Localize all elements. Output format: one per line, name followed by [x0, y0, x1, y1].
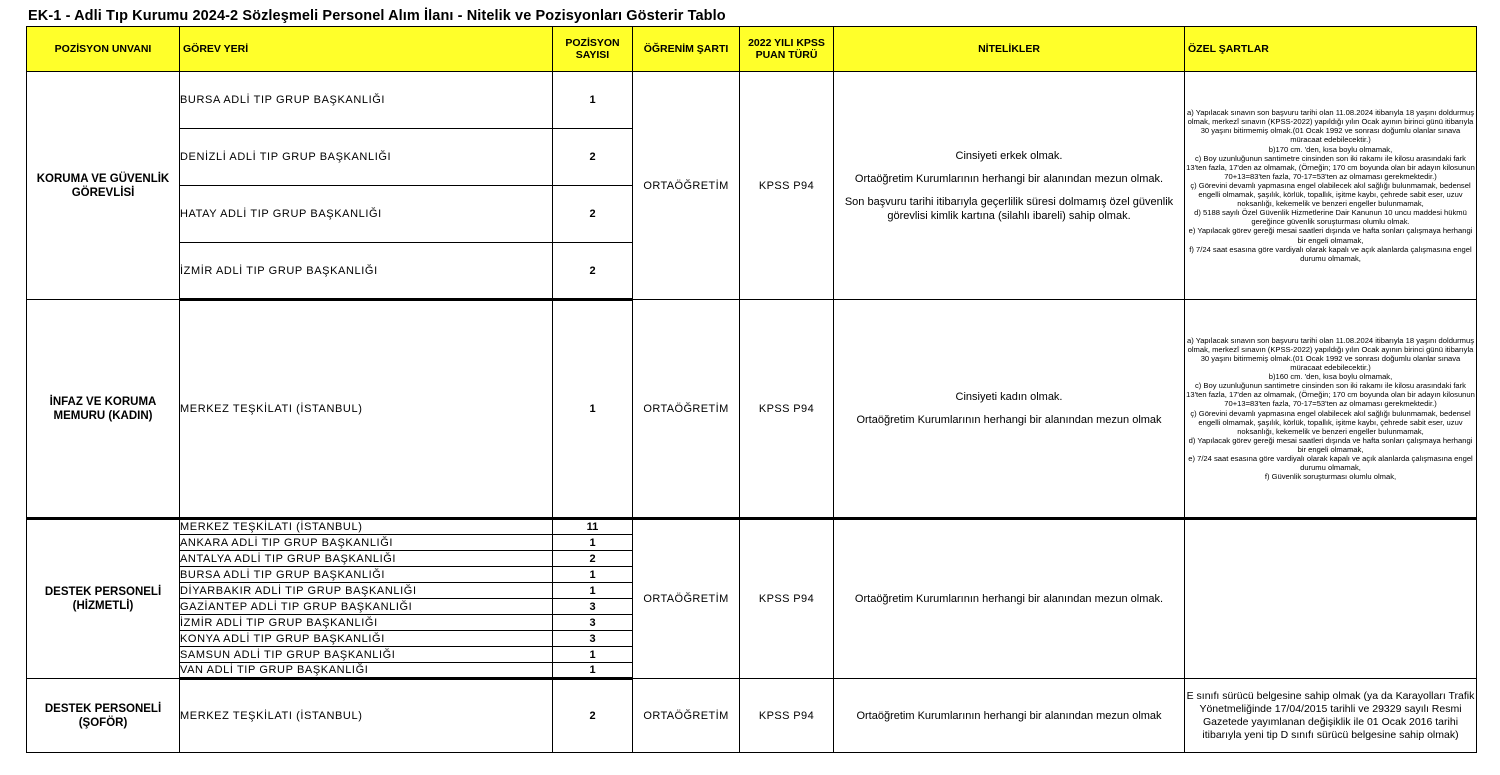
kpss-cell: KPSS P94 [740, 300, 834, 519]
location-cell: BURSA ADLİ TIP GRUP BAŞKANLIĞI [180, 567, 553, 583]
nitelik-line: Ortaöğretim Kurumlarının herhangi bir alanından mezun olmak [856, 709, 1162, 722]
location-cell: SAMSUN ADLİ TIP GRUP BAŞKANLIĞI [180, 647, 553, 663]
location-cell: ANTALYA ADLİ TIP GRUP BAŞKANLIĞI [180, 551, 553, 567]
location-cell: BURSA ADLİ TIP GRUP BAŞKANLIĞI [180, 72, 553, 129]
count-cell: 2 [553, 243, 633, 300]
position-title: DESTEK PERSONELİ (HİZMETLİ) [27, 519, 180, 679]
location-cell: VAN ADLİ TIP GRUP BAŞKANLIĞI [180, 663, 553, 679]
count-cell: 1 [553, 663, 633, 679]
location-cell: İZMİR ADLİ TIP GRUP BAŞKANLIĞI [180, 243, 553, 300]
header-ozel: ÖZEL ŞARTLAR [1185, 27, 1477, 72]
ogrenim-cell: ORTAÖĞRETİM [633, 300, 740, 519]
ozel-line: a) Yapılacak sınavın son başvuru tarihi olan 11.08.2024 itibarıyla 18 yaşını doldurmuş olmak, merkezî sınavın (KPSS-2022) yapıldığı yılın Ocak ayının birinci günü itibarıyla 30 yaşını bitirmemiş olmak.(01 Ocak 1992 ve sonrası doğumlu olanlar sınava müracaat edebilecektir.) [1186, 335, 1475, 373]
ogrenim-cell: ORTAÖĞRETİM [633, 679, 740, 753]
header-sayi: POZİSYON SAYISI [553, 27, 633, 72]
nitelik-line: Son başvuru tarihi itibarıyla geçerlilik süresi dolmamış özel güvenlik görevlisi kimlik kartına (silahlı ibareli) sahip olmak. [844, 195, 1174, 222]
ozel-line: ç) Görevini devamlı yapmasına engel olabilecek akıl sağlığı bulunmamak, bedensel engelli olmamak, şaşılık, körlük, topallık, işitme kaybı, çehrede sabit eser, uzuv noksanlığı, kekemelik ve benzeri engeller bulunmamak, [1190, 180, 1471, 209]
ozel-line: c) Boy uzunluğunun santimetre cinsinden son iki rakamı ile kilosu arasındaki fark 13'ten fazla, 17'den az olmamak, (Örneğin; 170 cm boyunda olan bir adayın kilosunun 70+13=83'ten fazla, 70-17=53'ten az olmaması gerekmektedir.) [1186, 153, 1475, 181]
nitelik-line: Ortaöğretim Kurumlarının herhangi bir alanından mezun olmak. [854, 593, 1164, 605]
nitelik-line: Cinsiyeti erkek olmak. [955, 149, 1063, 162]
ozel-line: a) Yapılacak sınavın son başvuru tarihi olan 11.08.2024 itibarıyla 18 yaşını doldurmuş olmak, merkezî sınavın (KPSS-2022) yapıldığı yılın Ocak ayının birinci günü itibarıyla 30 yaşını bitirmemiş olmak.(01 Ocak 1992 ve sonrası doğumlu olanlar sınava müracaat edebilecektir.) [1186, 108, 1475, 145]
count-cell: 1 [553, 647, 633, 663]
header-row [27, 27, 1477, 72]
nitelik-line: Cinsiyeti kadın olmak. [955, 391, 1063, 403]
ozel-line: d) 5188 sayılı Özel Güvenlik Hizmetlerine Dair Kanunun 10 uncu maddesi hükmü gereğince güvenlik soruşturması olumlu olmak. [1194, 208, 1467, 227]
count-cell: 3 [553, 615, 633, 631]
ozel-sartlar-cell: E sınıfı sürücü belgesine sahip olmak (ya da Karayolları Trafik Yönetmeliğinde 17/04/2015 tarihli ve 29329 sayılı Resmi Gazetede yayımlanan değişiklik ile 01 Ocak 2016 tarihi itibarıyla yeni tip D sınıfı sürücü belgesine sahip olmak) [1185, 679, 1477, 753]
ozel-line: c) Boy uzunluğunun santimetre cinsinden son iki rakamı ile kilosu arasındaki fark 13'ten fazla, 17'den az olmamak, (Örneğin; 170 cm boyunda olan bir adayın kilosunun 70+13=83'ten fazla, 70-17=53'ten az olmaması gerekmektedir.) [1186, 381, 1475, 409]
location-cell: ANKARA ADLİ TIP GRUP BAŞKANLIĞI [180, 535, 553, 551]
page-title: EK-1 - Adli Tıp Kurumu 2024-2 Sözleşmeli Personel Alım İlanı - Nitelik ve Pozisyonları Gösterir Tablo [28, 8, 726, 24]
header-ogrenim: ÖĞRENİM ŞARTI [633, 27, 740, 72]
ogrenim-cell: ORTAÖĞRETİM [633, 519, 740, 679]
count-cell: 3 [553, 599, 633, 615]
count-cell: 1 [553, 567, 633, 583]
table-row [27, 519, 1477, 535]
nitelik-line: Ortaöğretim Kurumlarının herhangi bir alanından mezun olmak [856, 414, 1162, 426]
ozel-line: e) Yapılacak görev gereği mesai saatleri dışında ve hafta sonları çalışmaya herhangi bir engeli olmamak, [1188, 226, 1473, 245]
kpss-cell: KPSS P94 [740, 519, 834, 679]
position-title: KORUMA VE GÜVENLİK GÖREVLİSİ [27, 72, 180, 300]
location-cell: GAZİANTEP ADLİ TIP GRUP BAŞKANLIĞI [180, 599, 553, 615]
ozel-line: b)160 cm. 'den, kısa boylu olmamak, [1268, 372, 1393, 382]
location-cell: MERKEZ TEŞKİLATI (İSTANBUL) [180, 300, 553, 519]
ozel-line: b)170 cm. 'den, kısa boylu olmamak, [1268, 144, 1393, 154]
count-cell: 11 [553, 519, 633, 535]
ogrenim-cell: ORTAÖĞRETİM [633, 72, 740, 300]
header-pozisyon: POZİSYON UNVANI [27, 27, 180, 72]
count-cell: 1 [553, 72, 633, 129]
header-nitelikler: NİTELİKLER [834, 27, 1185, 72]
table-row [27, 679, 1477, 753]
ozel-sartlar-cell [1185, 519, 1477, 679]
location-cell: MERKEZ TEŞKİLATI (İSTANBUL) [180, 679, 553, 753]
nitelikler-cell [834, 300, 1185, 519]
location-cell: İZMİR ADLİ TIP GRUP BAŞKANLIĞI [180, 615, 553, 631]
count-cell: 2 [553, 679, 633, 753]
ozel-line: f) Güvenlik soruşturması olumlu olmak, [1264, 472, 1397, 482]
position-title: İNFAZ VE KORUMA MEMURU (KADIN) [27, 300, 180, 519]
count-cell: 1 [553, 535, 633, 551]
table-row [27, 72, 1477, 129]
nitelik-line: Ortaöğretim Kurumlarının herhangi bir alanından mezun olmak. [854, 172, 1164, 185]
table-row [27, 300, 1477, 519]
ozel-line: ç) Görevini devamlı yapmasına engel olabilecek akıl sağlığı bulunmamak, bedensel engelli olmamak, şaşılık, körlük, topallık, işitme kaybı, çehrede sabit eser, uzuv noksanlığı, kekemelik ve benzeri engeller bulunmamak, [1190, 408, 1471, 436]
positions-table [26, 26, 1477, 753]
kpss-cell: KPSS P94 [740, 72, 834, 300]
location-cell: DENİZLİ ADLİ TIP GRUP BAŞKANLIĞI [180, 129, 553, 186]
count-cell: 3 [553, 631, 633, 647]
location-cell: DİYARBAKIR ADLİ TIP GRUP BAŞKANLIĞI [180, 583, 553, 599]
location-cell: MERKEZ TEŞKİLATI (İSTANBUL) [180, 519, 553, 535]
header-gorev-yeri: GÖREV YERİ [180, 27, 553, 72]
ozel-sartlar-cell [1185, 72, 1477, 300]
count-cell: 2 [553, 551, 633, 567]
table-body [27, 72, 1477, 753]
header-kpss: 2022 YILI KPSS PUAN TÜRÜ [740, 27, 834, 72]
location-cell: HATAY ADLİ TIP GRUP BAŞKANLIĞI [180, 186, 553, 243]
ozel-line: d) Yapılacak görev gereği mesai saatleri dışında ve hafta sonları çalışmaya herhangi bir engeli olmamak, [1188, 435, 1473, 454]
kpss-cell: KPSS P94 [740, 679, 834, 753]
ozel-sartlar-cell [1185, 300, 1477, 519]
count-cell: 2 [553, 186, 633, 243]
location-cell: KONYA ADLİ TIP GRUP BAŞKANLIĞI [180, 631, 553, 647]
count-cell: 1 [553, 583, 633, 599]
count-cell: 1 [553, 300, 633, 519]
position-title: DESTEK PERSONELİ (ŞOFÖR) [27, 679, 180, 753]
ozel-line: e) 7/24 saat esasına göre vardiyalı olarak kapalı ve açık alanlarda çalışmasına engel durumu olmamak, [1188, 453, 1473, 473]
ozel-line: f) 7/24 saat esasına göre vardiyalı olarak kapalı ve açık alanlarda çalışmasına engel durumu olmamak, [1189, 244, 1472, 263]
nitelikler-cell [834, 72, 1185, 300]
count-cell: 2 [553, 129, 633, 186]
nitelikler-cell [834, 519, 1185, 679]
nitelikler-cell [834, 679, 1185, 753]
